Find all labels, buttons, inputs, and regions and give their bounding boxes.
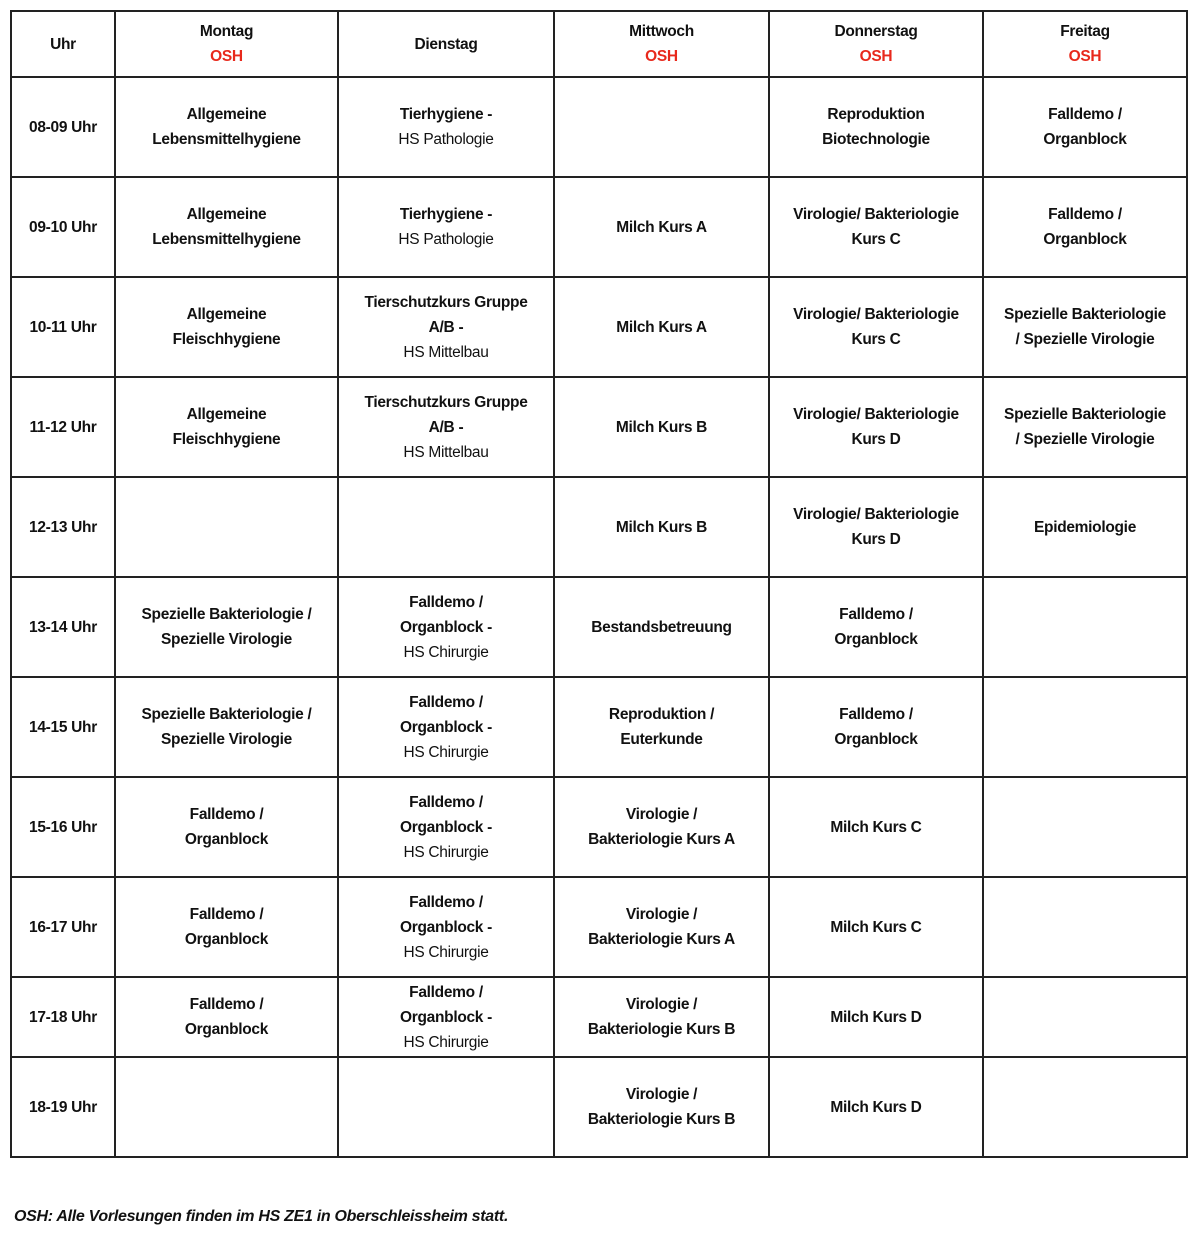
- table-row: [11, 777, 1187, 877]
- lecture-title: Reproduktion /: [608, 706, 715, 723]
- lecture-title: Bestandsbetreuung: [591, 618, 732, 636]
- lecture-title: Bakteriologie Kurs A: [588, 831, 735, 848]
- empty-cell: [338, 1057, 554, 1157]
- lecture-title: Kurs D: [851, 431, 901, 448]
- lecture-cell: [769, 377, 983, 477]
- lecture-title: Epidemiologie: [1033, 518, 1137, 536]
- lecture-title: / Spezielle Virologie: [1015, 331, 1155, 348]
- lecture-title: Virologie/ Bakteriologie: [793, 506, 959, 523]
- lecture-title: Lebensmittelhygiene: [152, 131, 301, 148]
- time-slot: 08-09 Uhr: [11, 77, 115, 177]
- lecture-cell: [115, 677, 338, 777]
- lecture-title: Kurs D: [851, 531, 901, 548]
- empty-cell: [338, 477, 554, 577]
- lecture-title: Milch Kurs A: [616, 218, 707, 236]
- day-header-freitag: [983, 11, 1187, 77]
- day-name: Freitag: [1060, 23, 1110, 40]
- lecture-title: Falldemo /: [409, 893, 483, 911]
- lecture-title: Milch Kurs B: [615, 418, 708, 436]
- lecture-title: Falldemo /: [839, 606, 913, 623]
- day-header-mittwoch: [554, 11, 769, 77]
- lecture-title: Spezielle Virologie: [161, 631, 292, 648]
- lecture-title: Bakteriologie Kurs A: [588, 931, 735, 948]
- day-header-donnerstag: [769, 11, 983, 77]
- lecture-title: Organblock -: [400, 618, 492, 636]
- empty-cell: [983, 977, 1187, 1057]
- lecture-cell: [554, 677, 769, 777]
- table-row: [11, 677, 1187, 777]
- lecture-room: HS Chirurgie: [403, 743, 489, 761]
- empty-cell: [983, 577, 1187, 677]
- lecture-cell: [338, 577, 554, 677]
- empty-cell: [983, 1057, 1187, 1157]
- lecture-room: HS Chirurgie: [403, 1033, 489, 1051]
- location-tag: OSH: [1068, 48, 1102, 65]
- lecture-title: Organblock: [184, 1021, 269, 1038]
- lecture-room: HS Chirurgie: [403, 943, 489, 961]
- footnote: OSH: Alle Vorlesungen finden im HS ZE1 in Oberschleissheim statt.: [14, 1208, 509, 1225]
- lecture-title: Organblock: [1043, 231, 1127, 248]
- lecture-cell: [115, 77, 338, 177]
- lecture-cell: [338, 677, 554, 777]
- table-row: [11, 977, 1187, 1057]
- time-slot: 09-10 Uhr: [11, 177, 115, 277]
- day-name: Dienstag: [414, 35, 478, 53]
- lecture-room: HS Pathologie: [398, 231, 494, 248]
- lecture-title: Tierschutzkurs Gruppe: [364, 293, 528, 311]
- time-slot: 15-16 Uhr: [11, 777, 115, 877]
- day-name: Mittwoch: [629, 23, 694, 40]
- lecture-title: Milch Kurs A: [616, 318, 707, 336]
- lecture-cell: [983, 277, 1187, 377]
- lecture-cell: [115, 377, 338, 477]
- header-row: [11, 11, 1187, 77]
- lecture-title: Spezielle Bakteriologie: [1004, 306, 1166, 323]
- lecture-cell: [554, 377, 769, 477]
- lecture-title: Spezielle Bakteriologie /: [141, 706, 312, 723]
- lecture-title: Falldemo /: [409, 593, 483, 611]
- lecture-title: Kurs C: [851, 231, 901, 248]
- lecture-cell: [554, 777, 769, 877]
- lecture-title: Virologie/ Bakteriologie: [793, 406, 959, 423]
- empty-cell: [115, 1057, 338, 1157]
- lecture-title: Organblock: [1043, 131, 1127, 148]
- lecture-cell: [983, 177, 1187, 277]
- lecture-title: Allgemeine: [186, 306, 267, 323]
- table-row: [11, 77, 1187, 177]
- lecture-cell: [554, 1057, 769, 1157]
- lecture-title: Milch Kurs C: [830, 918, 922, 936]
- lecture-title: Tierhygiene -: [399, 106, 493, 123]
- lecture-title: Falldemo /: [189, 906, 264, 923]
- lecture-title: Euterkunde: [620, 731, 703, 748]
- lecture-title: Organblock -: [400, 1008, 492, 1026]
- lecture-title: Falldemo /: [409, 693, 483, 711]
- lecture-title: / Spezielle Virologie: [1015, 431, 1155, 448]
- day-header-dienstag: [338, 11, 554, 77]
- table-row: [11, 1057, 1187, 1157]
- lecture-title: Organblock: [184, 931, 269, 948]
- lecture-cell: [338, 177, 554, 277]
- lecture-title: Fleischhygiene: [172, 331, 281, 348]
- time-column-header: Uhr: [11, 11, 115, 77]
- timetable: [10, 10, 1188, 1158]
- lecture-title: Biotechnologie: [822, 131, 930, 148]
- lecture-title: Falldemo /: [1048, 106, 1122, 123]
- lecture-cell: [338, 977, 554, 1057]
- location-tag: OSH: [645, 48, 678, 65]
- time-slot: 11-12 Uhr: [11, 377, 115, 477]
- lecture-cell: [338, 377, 554, 477]
- table-row: [11, 877, 1187, 977]
- empty-cell: [983, 877, 1187, 977]
- lecture-title: Organblock -: [400, 918, 492, 936]
- table-row: [11, 177, 1187, 277]
- table-row: [11, 377, 1187, 477]
- lecture-cell: [769, 477, 983, 577]
- lecture-title: Spezielle Virologie: [161, 731, 292, 748]
- lecture-cell: [115, 977, 338, 1057]
- lecture-cell: [115, 777, 338, 877]
- lecture-room: HS Mittelbau: [403, 343, 489, 361]
- lecture-cell: [115, 577, 338, 677]
- lecture-title: Fleischhygiene: [172, 431, 281, 448]
- lecture-cell: [554, 277, 769, 377]
- lecture-cell: [769, 777, 983, 877]
- lecture-cell: [769, 977, 983, 1057]
- lecture-cell: [115, 277, 338, 377]
- lecture-title: Bakteriologie Kurs B: [587, 1111, 736, 1128]
- lecture-cell: [983, 77, 1187, 177]
- lecture-title: Falldemo /: [839, 706, 913, 723]
- lecture-title: Falldemo /: [1048, 206, 1122, 223]
- lecture-room: HS Pathologie: [398, 131, 494, 148]
- table-row: [11, 477, 1187, 577]
- lecture-title: Tierschutzkurs Gruppe: [364, 393, 528, 411]
- lecture-cell: [554, 877, 769, 977]
- lecture-room: HS Chirurgie: [403, 643, 489, 661]
- lecture-title: Kurs C: [851, 331, 901, 348]
- lecture-title: Lebensmittelhygiene: [152, 231, 301, 248]
- lecture-title: Milch Kurs B: [615, 518, 708, 536]
- lecture-title: Falldemo /: [189, 996, 264, 1013]
- empty-cell: [983, 677, 1187, 777]
- lecture-cell: [983, 477, 1187, 577]
- lecture-title: Falldemo /: [409, 793, 483, 811]
- lecture-room: HS Chirurgie: [403, 843, 489, 861]
- lecture-cell: [769, 177, 983, 277]
- lecture-title: Organblock -: [400, 818, 492, 836]
- lecture-title: Virologie /: [625, 906, 698, 923]
- lecture-cell: [769, 677, 983, 777]
- lecture-title: Allgemeine: [186, 206, 267, 223]
- lecture-cell: [769, 277, 983, 377]
- lecture-cell: [115, 877, 338, 977]
- lecture-title: A/B -: [428, 418, 464, 436]
- time-slot: 12-13 Uhr: [11, 477, 115, 577]
- time-slot: 18-19 Uhr: [11, 1057, 115, 1157]
- location-tag: OSH: [210, 48, 243, 65]
- lecture-title: Virologie /: [625, 1086, 698, 1103]
- lecture-title: Milch Kurs C: [830, 818, 922, 836]
- lecture-cell: [554, 577, 769, 677]
- lecture-cell: [554, 477, 769, 577]
- lecture-title: A/B -: [428, 318, 464, 336]
- lecture-cell: [338, 277, 554, 377]
- day-name: Montag: [199, 23, 254, 40]
- time-slot: 16-17 Uhr: [11, 877, 115, 977]
- lecture-title: Falldemo /: [189, 806, 264, 823]
- lecture-title: Organblock: [834, 731, 918, 748]
- lecture-title: Falldemo /: [409, 983, 483, 1001]
- lecture-title: Organblock: [184, 831, 269, 848]
- lecture-cell: [769, 1057, 983, 1157]
- empty-cell: [983, 777, 1187, 877]
- lecture-title: Spezielle Bakteriologie: [1004, 406, 1166, 423]
- lecture-title: Milch Kurs D: [830, 1098, 922, 1116]
- lecture-title: Milch Kurs D: [830, 1008, 922, 1026]
- lecture-cell: [769, 877, 983, 977]
- time-slot: 14-15 Uhr: [11, 677, 115, 777]
- lecture-title: Virologie/ Bakteriologie: [793, 206, 959, 223]
- day-name: Donnerstag: [834, 23, 918, 40]
- time-slot: 10-11 Uhr: [11, 277, 115, 377]
- lecture-cell: [769, 577, 983, 677]
- lecture-title: Organblock: [834, 631, 918, 648]
- lecture-title: Bakteriologie Kurs B: [587, 1021, 736, 1038]
- time-slot: 17-18 Uhr: [11, 977, 115, 1057]
- lecture-room: HS Mittelbau: [403, 443, 489, 461]
- lecture-cell: [115, 177, 338, 277]
- lecture-title: Allgemeine: [186, 406, 267, 423]
- lecture-cell: [983, 377, 1187, 477]
- lecture-title: Organblock -: [400, 718, 492, 736]
- empty-cell: [554, 77, 769, 177]
- time-slot: 13-14 Uhr: [11, 577, 115, 677]
- lecture-title: Virologie /: [625, 996, 698, 1013]
- empty-cell: [115, 477, 338, 577]
- lecture-cell: [338, 777, 554, 877]
- table-row: [11, 577, 1187, 677]
- lecture-title: Spezielle Bakteriologie /: [141, 606, 312, 623]
- lecture-title: Allgemeine: [186, 106, 267, 123]
- lecture-title: Virologie/ Bakteriologie: [793, 306, 959, 323]
- lecture-cell: [554, 177, 769, 277]
- lecture-title: Reproduktion: [827, 106, 925, 123]
- table-row: [11, 277, 1187, 377]
- lecture-cell: [338, 77, 554, 177]
- lecture-title: Virologie /: [625, 806, 698, 823]
- lecture-cell: [769, 77, 983, 177]
- lecture-cell: [338, 877, 554, 977]
- location-tag: OSH: [859, 48, 893, 65]
- lecture-cell: [554, 977, 769, 1057]
- lecture-title: Tierhygiene -: [399, 206, 493, 223]
- day-header-montag: [115, 11, 338, 77]
